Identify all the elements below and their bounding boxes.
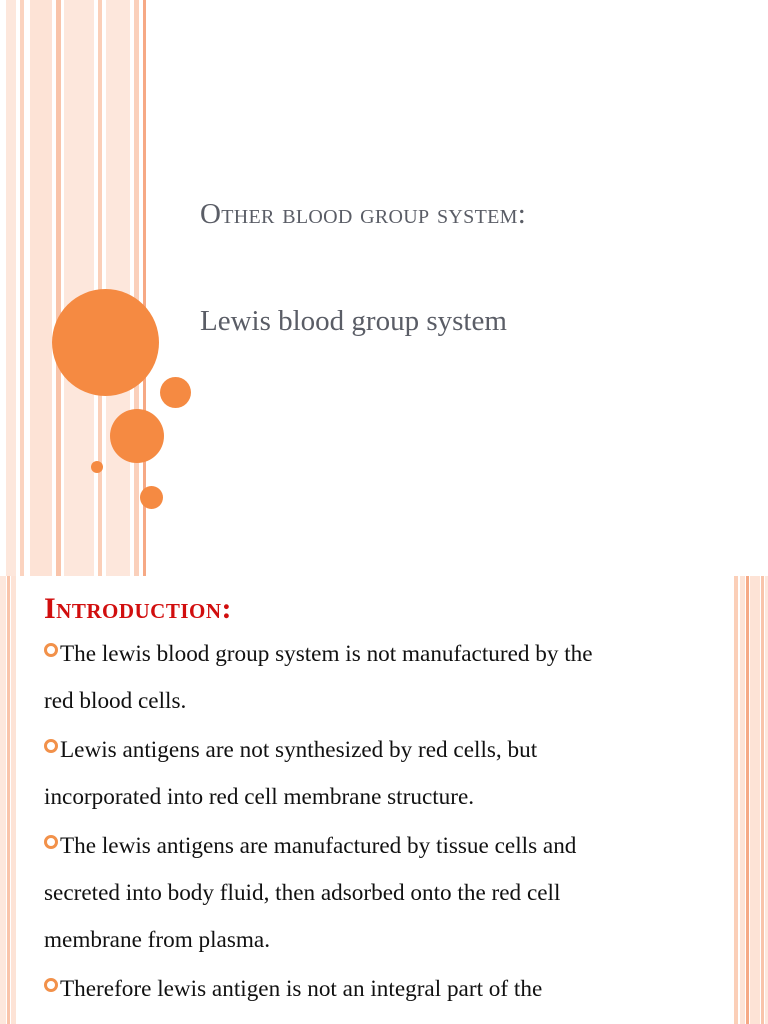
bullet-item (44, 966, 734, 1013)
decor-stripe (30, 0, 52, 576)
decor-circle-small (160, 377, 191, 408)
bullet-ring-icon (44, 643, 58, 657)
bullet-text: red blood cells. (44, 688, 187, 714)
decor-circle-small (140, 486, 163, 509)
decor-stripe (0, 576, 6, 1024)
decor-stripe (7, 576, 10, 1024)
decor-stripe (106, 0, 130, 576)
decor-stripe (98, 0, 102, 576)
bullet-ring-icon (44, 835, 58, 849)
slide-title: Other blood group system: (200, 198, 527, 230)
bullet-text: The lewis antigens are manufactured by tissue cells and (60, 833, 577, 859)
decor-circle-medium (110, 409, 164, 463)
bullet-text: incorporated into red cell membrane structure. (44, 784, 475, 810)
bullet-text: Lewis antigens are not synthesized by red cells, but (60, 737, 538, 763)
bullet-text: membrane from plasma. (44, 927, 270, 953)
slide-subtitle: Lewis blood group system (200, 305, 507, 337)
decor-circle-large (52, 289, 159, 396)
decor-stripe (134, 0, 139, 576)
decor-stripe (734, 576, 738, 1024)
bullet-text: The lewis blood group system is not manufactured by the (60, 641, 593, 667)
bullet-text: secreted into body fluid, then adsorbed onto the red cell (44, 880, 561, 906)
decor-stripe (6, 0, 16, 576)
decor-stripe (746, 576, 749, 1024)
decor-stripe (11, 576, 16, 1024)
bullet-list (44, 631, 734, 1015)
decor-circle-tiny (91, 461, 103, 473)
bullet-item (44, 727, 734, 821)
decor-stripe (64, 0, 94, 576)
decor-stripe (56, 0, 61, 576)
bullet-ring-icon (44, 739, 58, 753)
decor-stripe (761, 576, 764, 1024)
bullet-text: Therefore lewis antigen is not an integral part of the (60, 976, 543, 1002)
bullet-item (44, 823, 734, 964)
introduction-slide (0, 576, 768, 1024)
bullet-item (44, 631, 734, 725)
bullet-ring-icon (44, 978, 58, 992)
decor-stripe (750, 576, 760, 1024)
decor-stripe (20, 0, 24, 576)
section-title: Introduction: (44, 592, 233, 625)
decor-stripe (740, 576, 745, 1024)
